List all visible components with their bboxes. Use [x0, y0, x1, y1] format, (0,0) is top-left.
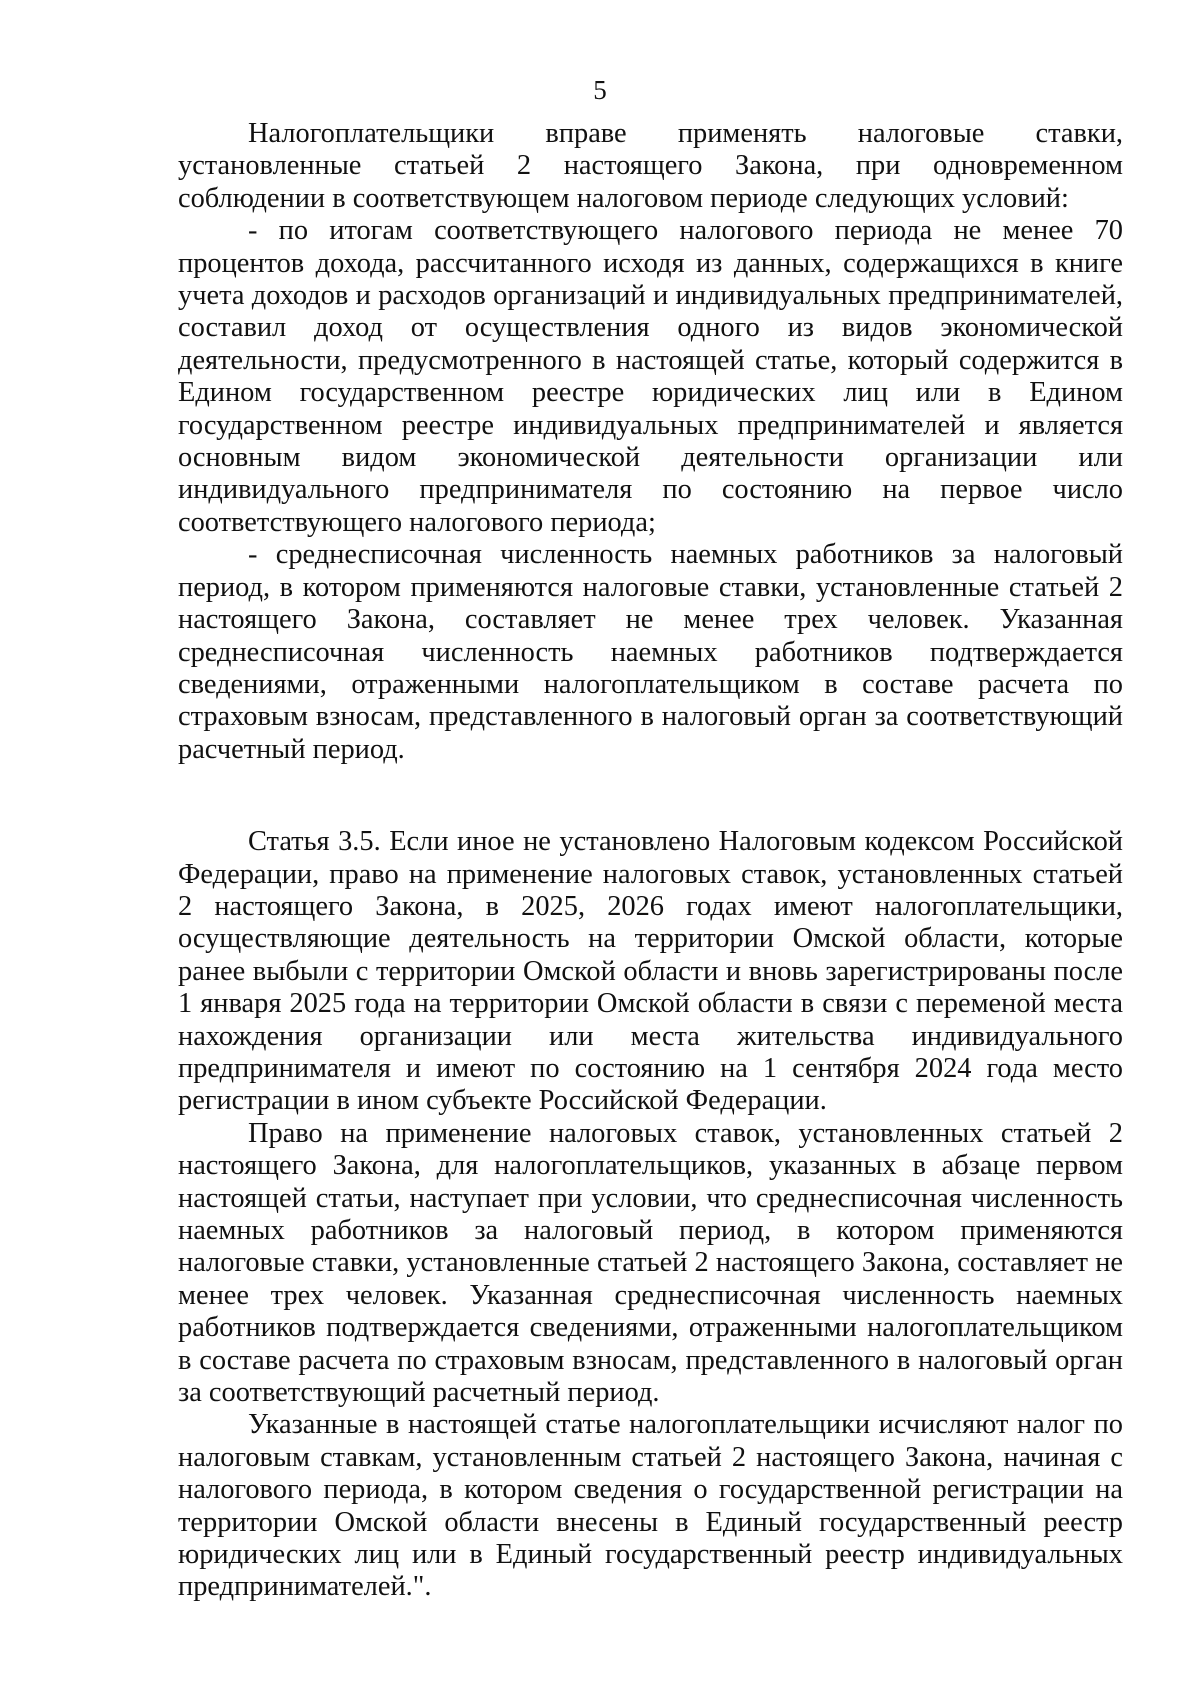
paragraph-condition-income: - по итогам соответствующего налогового периода не менее 70 процентов дохода, рассчитанного исходя из данных, содержащихся в книге учета доходов и расходов организаций и индивидуальных предпринимателей, составил доход от осуществления одного из видов экономической деятельности, предусмотренного в настоящей статье, который содержится в Едином государственном реестре юридических лиц или в Едином государственном реестре индивидуальных предпринимателей и является основным видом экономической деятельности организации или индивидуального предпринимателя по состоянию на первое число соответствующего налогового периода; — [178, 215, 1123, 538]
paragraph-article-3-5: Статья 3.5. Если иное не установлено Налоговым кодексом Российской Федерации, право на применение налоговых ставок, установленных статьей 2 настоящего Закона, в 2025, 2026 годах имеют налогоплательщики, осуществляющие деятельность на территории Омской области, которые ранее выбыли с территории Омской области и вновь зарегистрированы после 1 января 2025 года на территории Омской области в связи с переменой места нахождения организации или места жительства индивидуального предпринимателя и имеют по состоянию на 1 сентября 2024 года место регистрации в ином субъекте Российской Федерации. — [178, 826, 1123, 1117]
paragraph-right-to-rates: Право на применение налоговых ставок, установленных статьей 2 настоящего Закона, для налогоплательщиков, указанных в абзаце первом настоящей статьи, наступает при условии, что среднесписочная численность наемных работников за налоговый период, в котором применяются налоговые ставки, установленные статьей 2 настоящего Закона, составляет не менее трех человек. Указанная среднесписочная численность наемных работников подтверждается сведениями, отраженными налогоплательщиком в составе расчета по страховым взносам, представленного в налоговый орган за соответствующий расчетный период. — [178, 1117, 1123, 1409]
page-number: 5 — [593, 75, 607, 105]
paragraph-conditions-intro: Налогоплательщики вправе применять налоговые ставки, установленные статьей 2 настоящего Закона, при одновременном соблюдении в соответствующем налоговом периоде следующих условий: — [178, 118, 1123, 214]
document-body — [178, 118, 1123, 1604]
paragraph-condition-headcount: - среднесписочная численность наемных работников за налоговый период, в котором применяются налоговые ставки, установленные статьей 2 настоящего Закона, составляет не менее трех человек. Указанная среднесписочная численность наемных работников подтверждается сведениями, отраженными налогоплательщиком в составе расчета по страховым взносам, представленного в налоговый орган за соответствующий расчетный период. — [178, 539, 1123, 765]
paragraph-tax-calculation: Указанные в настоящей статье налогоплательщики исчисляют налог по налоговым ставкам, установленным статьей 2 настоящего Закона, начиная с налогового периода, в котором сведения о государственной регистрации на территории Омской области внесены в Единый государственный реестр юридических лиц или в Единый государственный реестр индивидуальных предпринимателей.". — [178, 1409, 1123, 1603]
